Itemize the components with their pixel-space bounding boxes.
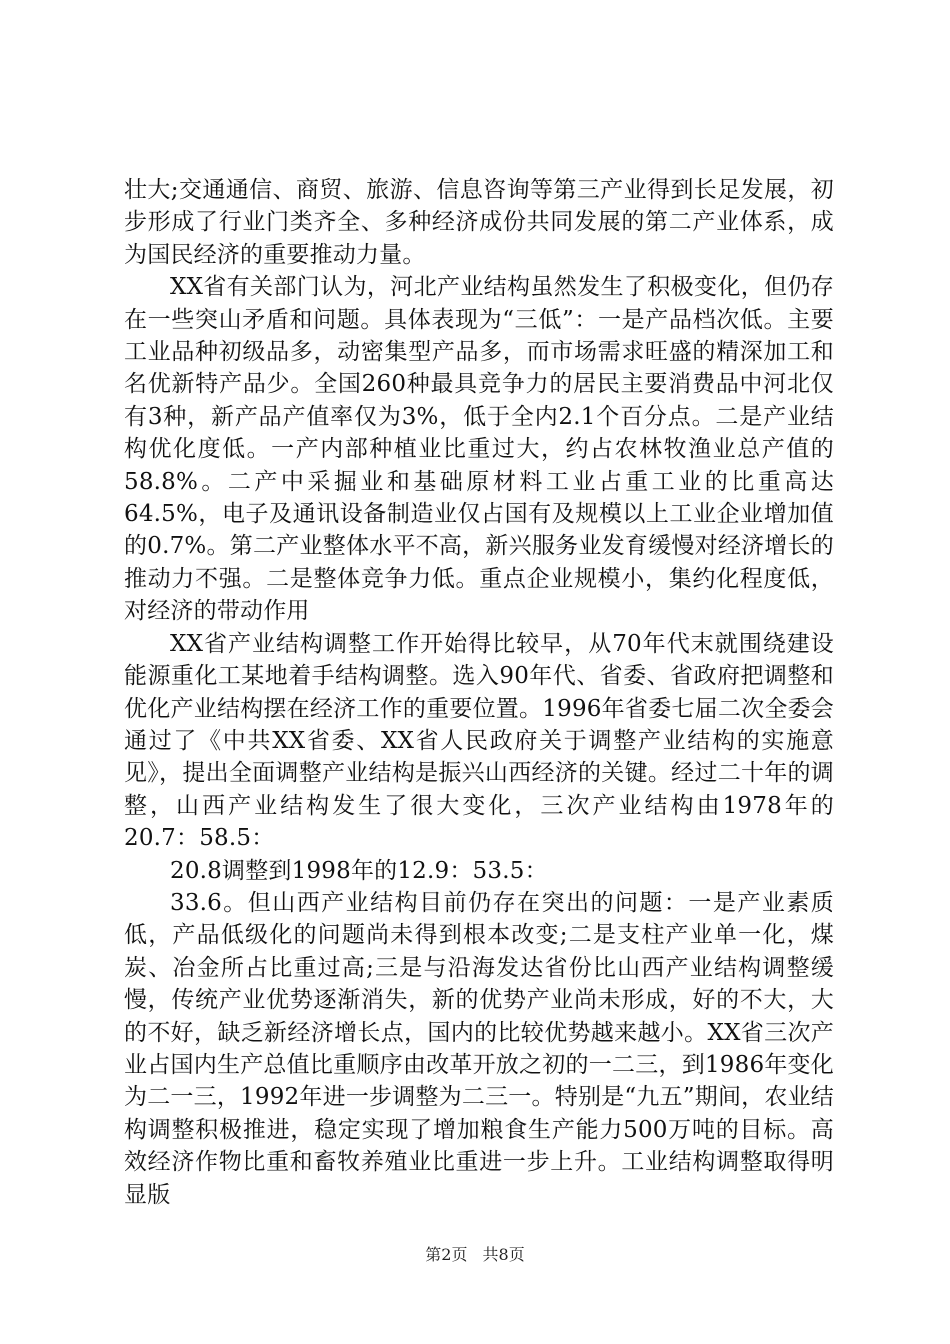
paragraph-three-lows: XX省有关部门认为，河北产业结构虽然发生了积极变化，但仍存在一些突山矛盾和问题。具体表现为“三低”：一是产品档次低。主要工业品种初级品多，动密集型产品多，而市场需求旺盛的精深加工和名优新特产品少。全国260种最具竞争力的居民主要消费品中河北仅有3种，新产品产值率仅为3%，低于全内2.1个百分点。二是产业结构优化度低。一产内部种植业比重过大，约占农林牧渔业总产值的58.8%。二产中采掘业和基础原材料工业占重工业的比重高达64.5%，电子及通讯设备制造业仅占国有及规模以上工业企业增加值的0.7%。第二产业整体水平不高，新兴服务业发育缓慢对经济增长的推动力不强。二是整体竞争力低。重点企业规模小，集约化程度低，对经济的带动作用 [124, 274, 834, 625]
paragraph-ratio-1998: 20.8调整到1998年的12.9：53.5： [170, 857, 548, 884]
body-text [124, 174, 834, 1211]
paragraph-continuation: 壮大;交通通信、商贸、旅游、信息咨询等第三产业得到长足发展，初步形成了行业门类齐全、多种经济成份共同发展的第二产业体系，成为国民经济的重要推动力量。 [124, 177, 834, 268]
page-total: 共8页 [482, 1245, 525, 1264]
paragraph-shanxi-adjustment: XX省产业结构调整工作开始得比较早，从70年代末就围绕建设能源重化工某地着手结构调整。选入90年代、省委、省政府把调整和优化产业结构摆在经济工作的重要位置。1996年省委七届二次全委会通过了《中共XX省委、XX省人民政府关于调整产业结构的实施意见》，提出全面调整产业结构是振兴山西经济的关键。经过二十年的调整，山西产业结构发生了很大变化，三次产业结构由1978年的20.7：58.5： [124, 630, 834, 852]
paragraph-shanxi-problems: 33.6。但山西产业结构目前仍存在突出的问题：一是产业素质低，产品低级化的问题尚未得到根本改变;二是支柱产业单一化，煤炭、冶金所占比重过高;三是与沿海发达省份比山西产业结构调整缓慢，传统产业优势逐渐消失，新的优势产业尚未形成，好的不大，大的不好，缺乏新经济增长点，国内的比较优势越来越小。XX省三次产业占国内生产总值比重顺序由改革开放之初的一二三，到1986年变化为二一三，1992年进一步调整为二三一。特别是“九五”期间，农业结构调整积极推进，稳定实现了增加粮食生产能力500万吨的目标。高效经济作物比重和畜牧养殖业比重进一步上升。工业结构调整取得明显版 [124, 889, 834, 1208]
page-footer [0, 1242, 950, 1265]
page-number: 第2页 [425, 1245, 468, 1264]
